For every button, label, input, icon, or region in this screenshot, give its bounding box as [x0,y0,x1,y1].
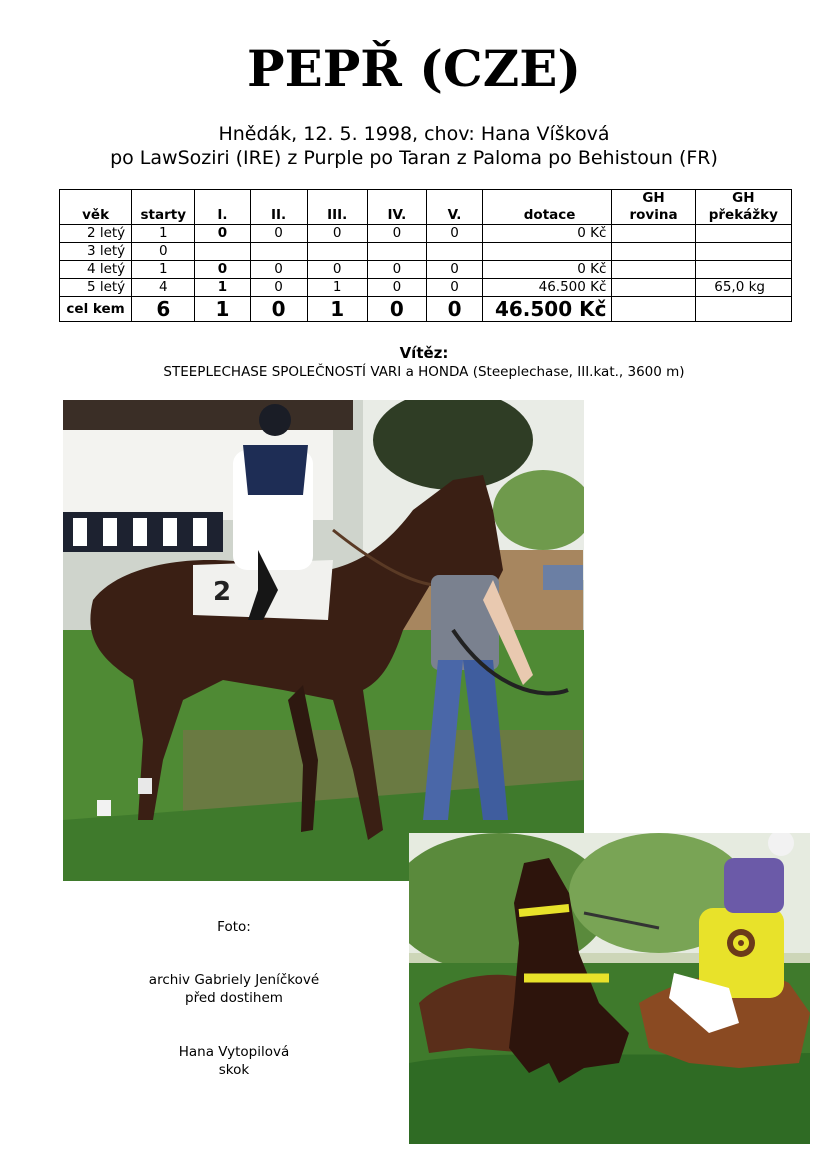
winner-heading: Vítěz: [399,344,449,362]
cell-first: 1 [195,279,250,297]
cell-fourth: 0 [367,279,426,297]
cell-age: 3 letý [60,243,132,261]
col-header-gh-jump: GH překážky [695,190,791,225]
table-row [60,279,792,297]
cell-total-fourth: 0 [367,297,426,322]
col-header-third: III. [307,190,367,225]
col-header-fifth: V. [426,190,482,225]
col-header-second: II. [250,190,307,225]
cell-age: 4 letý [60,261,132,279]
cell-total-gh-flat [612,297,695,322]
cell-fourth: 0 [367,261,426,279]
cell-starts: 0 [132,243,195,261]
cell-total-first: 1 [195,297,250,322]
cell-third: 1 [307,279,367,297]
results-table [59,189,792,322]
cell-second: 0 [250,261,307,279]
cell-fourth: 0 [367,225,426,243]
horse-info: Hnědák, 12. 5. 1998, chov: Hana Víšková [218,123,610,145]
svg-text:2: 2 [213,577,232,607]
cell-gh-flat [612,261,695,279]
cell-first: 0 [195,225,250,243]
col-header-starts: starty [132,190,195,225]
cell-first: 0 [195,261,250,279]
col-header-gh-flat: GH rovina [612,190,695,225]
photo-credit-label: Foto: [217,919,251,935]
cell-starts: 4 [132,279,195,297]
cell-money [483,243,612,261]
cell-fifth [426,243,482,261]
page-title: PEPŘ (CZE) [247,39,581,98]
cell-first [195,243,250,261]
photo-credit-1-name: archiv Gabriely Jeníčkové [148,972,320,988]
cell-age: 5 letý [60,279,132,297]
col-header-first: I. [195,190,250,225]
table-row [60,225,792,243]
cell-gh-jump: 65,0 kg [695,279,791,297]
col-header-money: dotace [483,190,612,225]
cell-third: 0 [307,261,367,279]
cell-fifth: 0 [426,279,482,297]
winner-race: STEEPLECHASE SPOLEČNOSTÍ VARI a HONDA (Steeplechase, III.kat., 3600 m) [163,364,685,380]
cell-third: 0 [307,225,367,243]
cell-money: 0 Kč [483,261,612,279]
cell-age: 2 letý [60,225,132,243]
cell-gh-flat [612,243,695,261]
cell-money: 46.500 Kč [483,279,612,297]
cell-total-third: 1 [307,297,367,322]
table-row [60,261,792,279]
paddock-photo [63,400,584,881]
pedigree: po LawSoziri (IRE) z Purple po Taran z Paloma po Behistoun (FR) [110,147,718,169]
cell-fifth: 0 [426,225,482,243]
cell-fourth [367,243,426,261]
cell-total-second: 0 [250,297,307,322]
cell-gh-flat [612,225,695,243]
cell-fifth: 0 [426,261,482,279]
table-header-row [60,190,792,225]
cell-starts: 1 [132,261,195,279]
cell-gh-jump [695,243,791,261]
photo-credit-1-desc: před dostihem [185,990,283,1006]
cell-second [250,243,307,261]
photo-credit-2-desc: skok [218,1062,250,1078]
cell-gh-jump [695,225,791,243]
cell-money: 0 Kč [483,225,612,243]
cell-total-starts: 6 [132,297,195,322]
cell-gh-jump [695,261,791,279]
cell-starts: 1 [132,225,195,243]
cell-third [307,243,367,261]
col-header-fourth: IV. [367,190,426,225]
cell-total-label: cel kem [60,297,132,322]
cell-gh-flat [612,279,695,297]
cell-total-fifth: 0 [426,297,482,322]
table-row [60,243,792,261]
cell-second: 0 [250,225,307,243]
jump-photo [409,833,810,1144]
photo-credit-2-name: Hana Vytopilová [178,1044,290,1060]
cell-second: 0 [250,279,307,297]
cell-total-gh-jump [695,297,791,322]
table-total-row [60,297,792,322]
col-header-age: věk [60,190,132,225]
cell-total-money: 46.500 Kč [483,297,612,322]
